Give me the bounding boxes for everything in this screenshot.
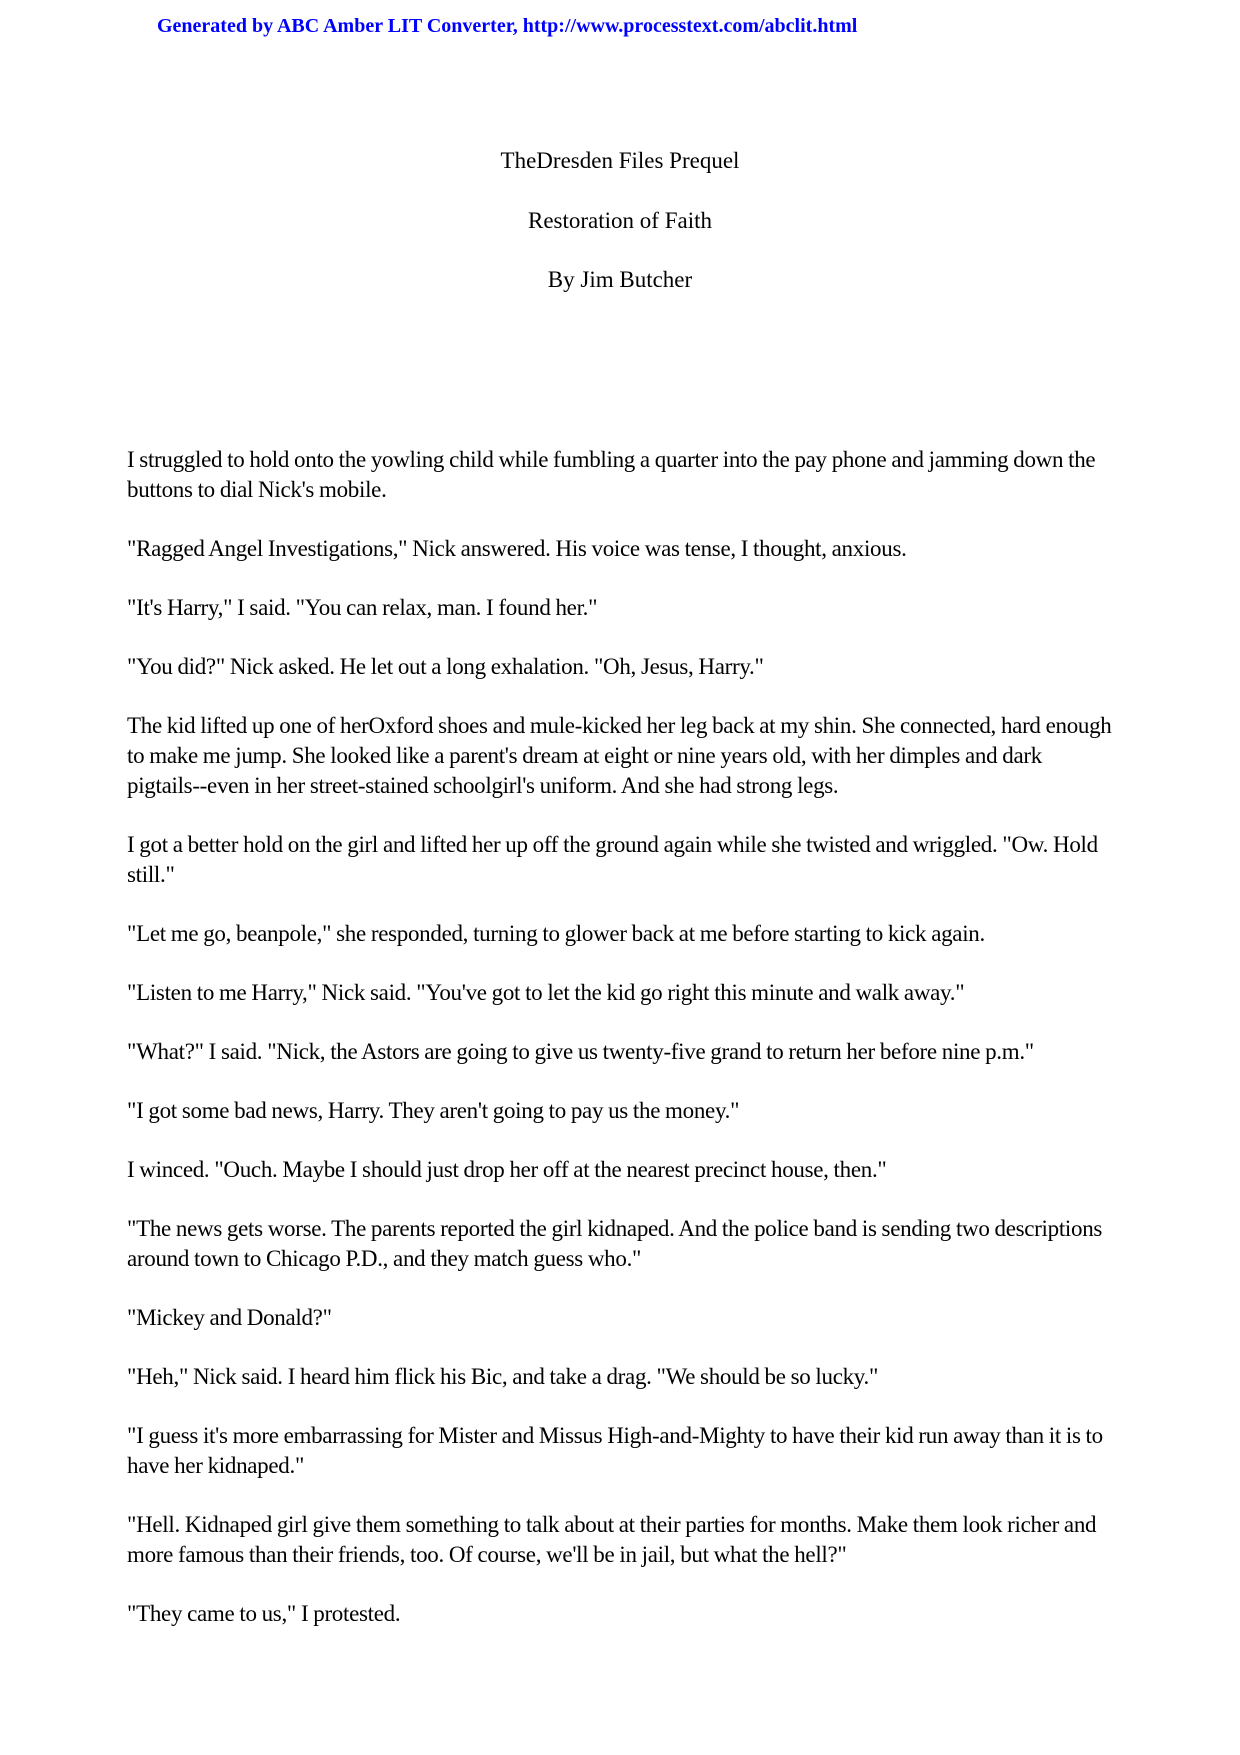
series-title: TheDresden Files Prequel [500, 148, 740, 173]
paragraph: The kid lifted up one of herOxford shoes and mule-kicked her leg back at my shin. She connected, hard enough to make me jump. She looked like a parent's dream at eight or nine years old, with her dimples and dark pigtails--even in her street-stained schoolgirl's uniform. And she had strong legs. [127, 713, 1112, 798]
paragraph: "They came to us," I protested. [127, 1601, 401, 1626]
paragraph: "Let me go, beanpole," she responded, turning to glower back at me before starting to kick again. [127, 921, 985, 946]
paragraph: "I got some bad news, Harry. They aren't going to pay us the money." [127, 1098, 740, 1123]
author-line: By Jim Butcher [547, 267, 693, 292]
paragraph: "Listen to me Harry," Nick said. "You've got to let the kid go right this minute and walk away." [127, 980, 965, 1005]
paragraph: "You did?" Nick asked. He let out a long exhalation. "Oh, Jesus, Harry." [127, 654, 764, 679]
paragraph: "Hell. Kidnaped girl give them something to talk about at their parties for months. Make them look richer and more famous than their friends, too. Of course, we'll be in jail, but what the hell?" [127, 1512, 1097, 1567]
converter-link[interactable]: Generated by ABC Amber LIT Converter, http://www.processtext.com/abclit.html [157, 15, 858, 37]
paragraph: I struggled to hold onto the yowling child while fumbling a quarter into the pay phone and jamming down the buttons to dial Nick's mobile. [127, 447, 1096, 502]
paragraph: "Heh," Nick said. I heard him flick his Bic, and take a drag. "We should be so lucky." [127, 1364, 879, 1389]
story-title: Restoration of Faith [528, 208, 712, 233]
paragraph: "Ragged Angel Investigations," Nick answered. His voice was tense, I thought, anxious. [127, 536, 907, 561]
paragraph: I got a better hold on the girl and lifted her up off the ground again while she twisted and wriggled. "Ow. Hold still." [127, 832, 1098, 887]
paragraph: "What?" I said. "Nick, the Astors are going to give us twenty-five grand to return her before nine p.m." [127, 1039, 1034, 1064]
paragraph: "I guess it's more embarrassing for Mister and Missus High-and-Mighty to have their kid run away than it is to have her kidnaped." [127, 1423, 1103, 1478]
paragraph: "The news gets worse. The parents reported the girl kidnaped. And the police band is sending two descriptions around town to Chicago P.D., and they match guess who." [127, 1216, 1103, 1271]
paragraph: "It's Harry," I said. "You can relax, man. I found her." [127, 595, 598, 620]
paragraph: I winced. "Ouch. Maybe I should just drop her off at the nearest precinct house, then." [127, 1157, 887, 1182]
story-body [127, 445, 1117, 1658]
paragraph: "Mickey and Donald?" [127, 1305, 332, 1330]
